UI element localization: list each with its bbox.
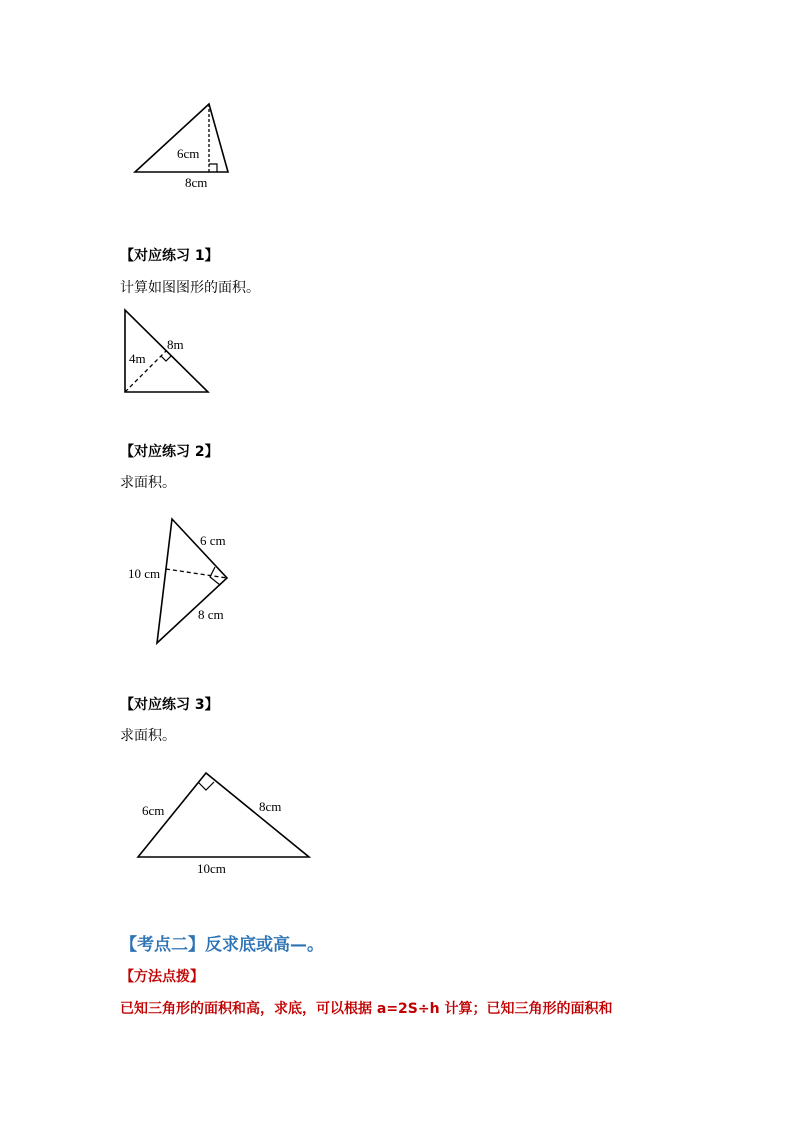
exercise-1-heading: 【对应练习 1】 bbox=[120, 248, 219, 264]
base-label: 8cm bbox=[185, 175, 208, 190]
triangle-figure-top bbox=[120, 95, 250, 195]
section-title: 【考点二】反求底或高—。 bbox=[120, 935, 324, 955]
exercise-2-prompt: 求面积。 bbox=[120, 475, 176, 491]
method-text: 已知三角形的面积和高，求底，可以根据 a=2S÷h 计算；已知三角形的面积和 bbox=[120, 1001, 613, 1017]
side-label: 4m bbox=[129, 351, 146, 366]
exercise-1-prompt: 计算如图图形的面积。 bbox=[120, 280, 260, 296]
triangle-figure-exercise-2 bbox=[120, 510, 245, 650]
height-dashed-line bbox=[166, 569, 227, 578]
top-side-label: 6 cm bbox=[200, 533, 226, 548]
exercise-3-prompt: 求面积。 bbox=[120, 728, 176, 744]
height-label: 6cm bbox=[177, 146, 200, 161]
right-angle-mark bbox=[209, 164, 217, 172]
method-title: 【方法点拨】 bbox=[120, 969, 204, 985]
triangle-figure-exercise-3 bbox=[125, 765, 325, 880]
hypotenuse-label: 8m bbox=[167, 337, 184, 352]
triangle-outline bbox=[135, 104, 228, 172]
exercise-2-heading: 【对应练习 2】 bbox=[120, 444, 219, 460]
base-label: 10cm bbox=[197, 861, 226, 876]
right-side-label: 8cm bbox=[259, 799, 282, 814]
right-angle-mark bbox=[198, 782, 214, 790]
bottom-side-label: 8 cm bbox=[198, 607, 224, 622]
exercise-3-heading: 【对应练习 3】 bbox=[120, 697, 219, 713]
right-angle-mark bbox=[161, 356, 171, 361]
left-side-label: 6cm bbox=[142, 803, 165, 818]
triangle-figure-exercise-1 bbox=[118, 305, 228, 400]
long-side-label: 10 cm bbox=[128, 566, 161, 581]
